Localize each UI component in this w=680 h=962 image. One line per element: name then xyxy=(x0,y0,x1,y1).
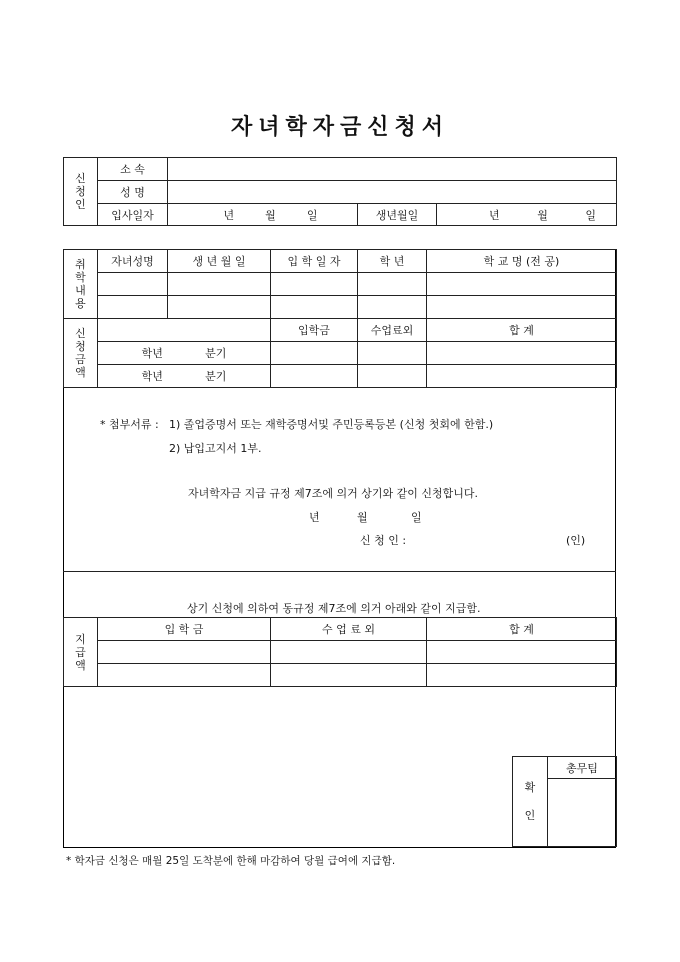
date-month: 월 xyxy=(357,511,368,524)
amount-blank-header xyxy=(98,319,271,342)
pay-entrance-field[interactable] xyxy=(98,641,271,664)
tuition-header: 수업료외 xyxy=(358,319,427,342)
payment-statement: 상기 신청에 의하여 동규정 제7조에 의거 아래와 같이 지급함. xyxy=(187,602,481,615)
school-table xyxy=(63,249,617,388)
grade-field[interactable] xyxy=(358,296,427,319)
total-field[interactable] xyxy=(427,342,617,365)
birth-date-label: 생년월일 xyxy=(358,204,437,226)
applicant-table xyxy=(63,157,617,226)
declaration-text: 자녀학자금 지급 규정 제7조에 의거 상기와 같이 신청합니다. xyxy=(188,487,478,500)
seal-mark: (인) xyxy=(566,534,586,547)
date-day: 일 xyxy=(411,511,422,524)
school-label: 취 학 내 용 xyxy=(64,250,98,319)
period-cell[interactable]: 학년 분기 xyxy=(98,365,271,388)
entrance-fee-header: 입학금 xyxy=(271,319,358,342)
pay-tuition-field[interactable] xyxy=(271,664,427,687)
child-name-field[interactable] xyxy=(98,296,168,319)
birth-field[interactable] xyxy=(168,296,271,319)
applicant-sign-label: 신 청 인 : xyxy=(360,534,407,547)
school-name-field[interactable] xyxy=(427,273,617,296)
admission-field[interactable] xyxy=(271,296,358,319)
school-name-field[interactable] xyxy=(427,296,617,319)
pay-total-field[interactable] xyxy=(427,641,617,664)
pay-tuition-header: 수 업 료 외 xyxy=(271,618,427,641)
section-divider xyxy=(63,571,616,572)
pay-total-field[interactable] xyxy=(427,664,617,687)
payment-table xyxy=(63,617,617,687)
confirm-label: 확 인 xyxy=(513,757,548,847)
footnote: * 학자금 신청은 매월 25일 도착분에 한해 마감하여 당월 급여에 지급함. xyxy=(66,855,396,867)
pay-total-header: 합 계 xyxy=(427,618,617,641)
tuition-field[interactable] xyxy=(358,365,427,388)
grade-header: 학 년 xyxy=(358,250,427,273)
period-cell[interactable]: 학년 분기 xyxy=(98,342,271,365)
payment-label: 지 급 액 xyxy=(64,618,98,687)
tuition-field[interactable] xyxy=(358,342,427,365)
admission-field[interactable] xyxy=(271,273,358,296)
hire-date-field[interactable]: 년 월 일 xyxy=(168,204,358,226)
team-signature-field[interactable] xyxy=(548,779,617,847)
name-field[interactable] xyxy=(168,181,617,204)
child-name-header: 자녀성명 xyxy=(98,250,168,273)
attachment-item-1: 1) 졸업증명서 또는 재학증명서및 주민등록등본 (신청 첫회에 한함.) xyxy=(169,418,494,431)
affiliation-label: 소 속 xyxy=(98,158,168,181)
pay-entrance-field[interactable] xyxy=(98,664,271,687)
date-year: 년 xyxy=(309,511,320,524)
child-name-field[interactable] xyxy=(98,273,168,296)
entrance-fee-field[interactable] xyxy=(271,365,358,388)
amount-label: 신 청 금 액 xyxy=(64,319,98,388)
admission-header: 입 학 일 자 xyxy=(271,250,358,273)
page-title: 자녀학자금신청서 xyxy=(230,115,450,140)
team-label: 총무팀 xyxy=(548,757,617,779)
entrance-fee-field[interactable] xyxy=(271,342,358,365)
applicant-label: 신 청 인 xyxy=(64,158,98,226)
school-name-header: 학 교 명 (전 공) xyxy=(427,250,617,273)
birth-field[interactable] xyxy=(168,273,271,296)
total-field[interactable] xyxy=(427,365,617,388)
pay-tuition-field[interactable] xyxy=(271,641,427,664)
attachments-label: * 첨부서류 : xyxy=(100,418,159,431)
confirm-box xyxy=(512,756,617,847)
pay-entrance-header: 입 학 금 xyxy=(98,618,271,641)
grade-field[interactable] xyxy=(358,273,427,296)
name-label: 성 명 xyxy=(98,181,168,204)
birth-header: 생 년 월 일 xyxy=(168,250,271,273)
total-header: 합 계 xyxy=(427,319,617,342)
affiliation-field[interactable] xyxy=(168,158,617,181)
attachment-item-2: 2) 납입고지서 1부. xyxy=(169,442,262,455)
hire-date-label: 입사일자 xyxy=(98,204,168,226)
birth-date-field[interactable]: 년 월 일 xyxy=(437,204,617,226)
